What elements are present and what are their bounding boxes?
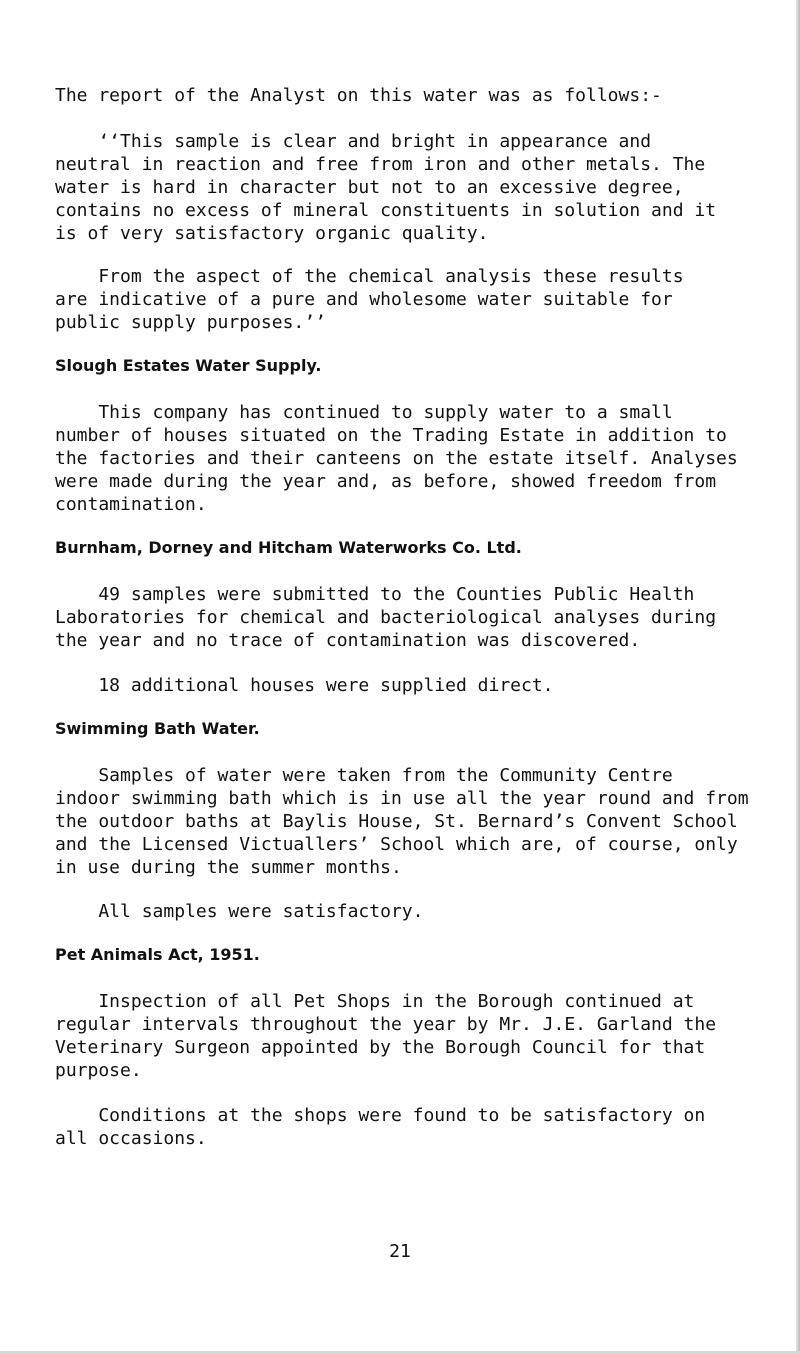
burnham-samples-paragraph: 49 samples were submitted to the Counties Public Health Laboratories for chemical and bacteriological analyses during the year and no trace of contamination was discovered. [55, 584, 717, 651]
swimming-bath-paragraph: Samples of water were taken from the Community Centre indoor swimming bath which is in use all the year round and from the outdoor baths at Baylis House, St. Bernard’s Convent School and the Licensed Victuallers’ School which are, of course, only in use during the summer months. [55, 765, 749, 878]
analyst-quote-paragraph-2: From the aspect of the chemical analysis these results are indicative of a pure and wholesome water suitable for public supply purposes.’’ [55, 266, 684, 333]
section-heading-burnham-dorney-hitcham: Burnham, Dorney and Hitcham Waterworks Co. Ltd. [55, 538, 522, 557]
burnham-houses-paragraph: 18 additional houses were supplied direct. [55, 675, 554, 696]
intro-paragraph: The report of the Analyst on this water was as follows:- [55, 85, 662, 106]
section-heading-pet-animals-act: Pet Animals Act, 1951. [55, 945, 260, 964]
analyst-quote-paragraph-1: ‘‘This sample is clear and bright in appearance and neutral in reaction and free from iron and other metals. The water is hard in character but not to an excessive degree, contains no excess of mineral constituents in solution and it is of very satisfactory organic quality. [55, 131, 717, 244]
section-heading-slough-estates: Slough Estates Water Supply. [55, 356, 322, 375]
swimming-bath-result-paragraph: All samples were satisfactory. [55, 901, 424, 922]
page-edge-shadow [796, 0, 800, 1354]
section-heading-swimming-bath: Swimming Bath Water. [55, 719, 260, 738]
pet-shops-conditions-paragraph: Conditions at the shops were found to be satisfactory on all occasions. [55, 1105, 706, 1149]
slough-estates-paragraph: This company has continued to supply water to a small number of houses situated on the Trading Estate in addition to the factories and their canteens on the estate itself. Analyses were made during the year and, as before, showed freedom from contamination. [55, 402, 738, 515]
page-number: 21 [389, 1241, 411, 1262]
pet-shops-inspection-paragraph: Inspection of all Pet Shops in the Borough continued at regular intervals throughout the year by Mr. J.E. Garland the Veterinary Surgeon appointed by the Borough Council for that purpose. [55, 991, 717, 1081]
